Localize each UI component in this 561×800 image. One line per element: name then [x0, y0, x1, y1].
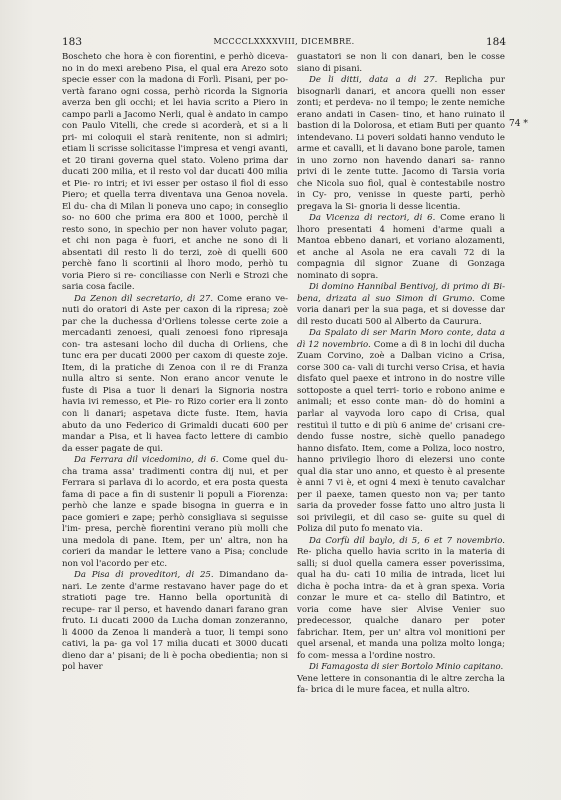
- entry-heading: Da Vicenza di rectori, di 6.: [309, 213, 436, 224]
- paragraph: [297, 213, 505, 282]
- paragraph: [62, 455, 288, 570]
- entry-heading: Da Corfù dil baylo, di 5, 6 et 7 novembrio.: [309, 535, 505, 546]
- right-column: [297, 52, 505, 697]
- paragraph: [62, 294, 288, 455]
- page-number-left: 183: [62, 36, 83, 48]
- paragraph: [297, 282, 505, 328]
- paragraph: Vene lettere in consonantia di le altre zercha la fa- brica di le mure facea, et nulla altro.: [297, 673, 505, 696]
- paragraph: [297, 328, 505, 535]
- paragraph: [62, 570, 288, 674]
- paragraph: Boscheto che hora è con fiorentini, e perhò diceva- no in do mexi arebeno Pisa, el qual era Arezo soto specie esser con la madona di Forlì. Pisani, per po- vertà farano ogni cossa, perhò ricorda la Signoria averza ben gli occhi; et lei havia scrito a Piero in campo parli a Jacomo Nerli, qual è andato in campo con Paulo Vitelli, che crede si acorderà, et si a li pri- mi coloquii el starà renitente, non si admiri; etiam li scrisse solicitasse l'impresa et vengi avanti, et 20 tirani governa quel stato. Voleno prima dar ducati 200 milia, et il resto vol dar ducati 400 milia et Pie- ro intri; et ivi esser per ostaso il fiol di esso Piero; et quella terra diventava una Genoa novela. El du- cha di Milan li poneva uno capo; in conseglio so- no 600 che prima era 800 et 1000, perchè il resto sono, in spechio per non haver voluto pagar, et chi non paga è fuori, et anche ne sono di li absentati dil resto li do terzi, zoè di quelli 600 perchè fano li scortinii al lhoro modo, perhò tu voria Piero si re- conciliasse con Nerli e Strozi che saria cosa facile.: [62, 52, 288, 293]
- entry-text: Come erano ve- nuti do oratori di Aste per caxon di la ripresa; zoè par che la duchessa d'Orliens tolesse certe zoie a mercadanti zenoesi, quali zenoesi fono ripresaja con- tra astesani locho dil ducha di Orliens, che tunc era per ducati 2000 per caxom di queste zoje. Item, di la pratiche di Zenoa con il re di Franza nulla altro si sente. Non erano ancor venute le fuste di Pisa a tuor li denari la Signoria nostra havia ivi remesso, et Pie- ro Rizo corier era li zonto con li danari; aspetava dicte fuste. Item, havia abuto da uno Federico di Grimaldi ducati 600 per mandar a Pisa, et li havea facto lettere di cambio da esser pagate de qui.: [62, 293, 288, 454]
- page-number-right: 184: [485, 36, 506, 48]
- entry-text: Dimandano da- nari. Le zente d'arme restavano haver page do et stratioti page tre. Hanno bella oportunità di recupe- rar il perso, et havendo danari farano gran fruto. Li ducati 2000 da Lucha doman zonzeranno, li 4000 da Zenoa li manderà a tuor, li tempi sono cativi, la pa- ga vol 17 milia ducati et 3000 ducati dieno dar a' pisani; de li è pocha obedientia; non si pol haver: [62, 570, 288, 673]
- entry-heading: Da Ferrara dil vicedomino, di 6.: [74, 455, 219, 466]
- entry-text: Come quel du- cha trama assa' tradimenti contra dij nui, et per Ferrara si parlava di lo acordo, et era posta questa fama di pace a fin di sustenir li populi a Fiorenza: perhò che lanze e spade bisogna in guerra e in pace gomieri e zape; perhò consigliava si seguisse l'im- presa, perchè fiorentini verano più molli che una medola di pane. Item, per un' altra, non ha corieri da mandar le lettere vano a Pisa; conclude non vol l'acordo per etc.: [62, 455, 288, 569]
- running-title: MCCCCLXXXXVIII, DICEMBRE.: [213, 37, 355, 46]
- marginal-number: 74 *: [509, 119, 528, 129]
- entry-heading: Da Zenon dil secretario, di 27.: [74, 293, 214, 304]
- entry-text: Come a dì 8 in lochi dil ducha Zuam Corvino, zoè a Dalban vicino a Crisa, corse 300 ca- vali di turchi verso Crisa, et havia disfato quel paexe et introno in do nostre ville sottoposte a quel terri- torio e robono anime e animali; et esso conte man- dò do homini a parlar al vayvoda loro capo di Crisa, qual restituì il tutto e di più 6 anime de' crisani cre- dendo fusse nostre, sichè quello panadego hanno disfato. Item, come a Poliza, loco nostro, hanno privilegio lhoro di elezersi uno conte qual dia star uno anno, et questo è al presente è anni 7 vi è, et ogni 4 mexi è tenuto cavalchar per il paexe, tamen questo non va; per tanto saria da proveder fosse fatto uno altro justa li soi privilegii, et dil caso se- guite su quel di Poliza dil puto fo menato via.: [297, 339, 505, 535]
- entry-text: Come erano li lhoro presentati 4 homeni d'arme quali a Mantoa ebbeno danari, et voriano alozamenti, et anche al Asola ne era cavali 72 di la compagnia dil signor Zuane di Gonzaga nominato di sopra.: [297, 213, 505, 281]
- entry-heading: Da Pisa di proveditori, di 25.: [74, 570, 214, 581]
- entry-heading: Di Famagosta di sier Bortolo Minio capitano.: [309, 662, 504, 673]
- entry-text: Re- plicha quello havia scrito in la materia di salli; si duol quella camera esser poverissima, qual ha du- cati 10 milia de intrada, licet lui dicha è pocha intra- da et à gran spexa. Voria conzar le mure et ca- stello dil Batintro, et voria come have sier Alvise Venier suo predecessor, qualche danaro per poter fabrichar. Item, per un' altra vol monitioni per quel arsenal, et manda una poliza molto longa; fo com- messa a l'ordine nostro.: [297, 547, 505, 661]
- entry-text: Come voria danari per la sua paga, et si dovesse dar dil resto ducati 500 al Alberto da Caurura.: [297, 293, 505, 327]
- page-header: [62, 36, 506, 50]
- paragraph: guastatori se non li con danari, ben le cosse siano di pisani.: [297, 52, 505, 74]
- entry-heading: Da Spalato di ser Marin Moro conte, data a dì 12 novembrio.: [297, 328, 505, 350]
- entry-heading: Di domino Hannibal Bentivoj, di primo di Bi- bena, drizata al suo Simon di Grumo.: [297, 282, 505, 304]
- entry-heading: De li ditti, data a di 27.: [309, 75, 438, 86]
- entry-text: Replicha pur bisognarli danari, et ancora quelli non esser zonti; et perdeva- no il tempo; le zente nemiche erano andati in Casen- tino, et hano ruinato il bastion di la Dolorosa, et etiam Buti per quanto intendevano. Li poveri soldati hanno venduto le arme et cavalli, et li davano bone parole, tamen in uno zorno non havendo danari sa- ranno privi di le zente tutte. Jacomo di Tarsia voria che Nicola suo fiol, qual è contestabile nostro in Cy- pro, venisse in queste parti, perhò pregava la Si- gnoria li desse licentia.: [297, 75, 505, 212]
- paragraph: [297, 536, 505, 663]
- paragraph: [297, 75, 505, 213]
- left-column: [62, 52, 288, 674]
